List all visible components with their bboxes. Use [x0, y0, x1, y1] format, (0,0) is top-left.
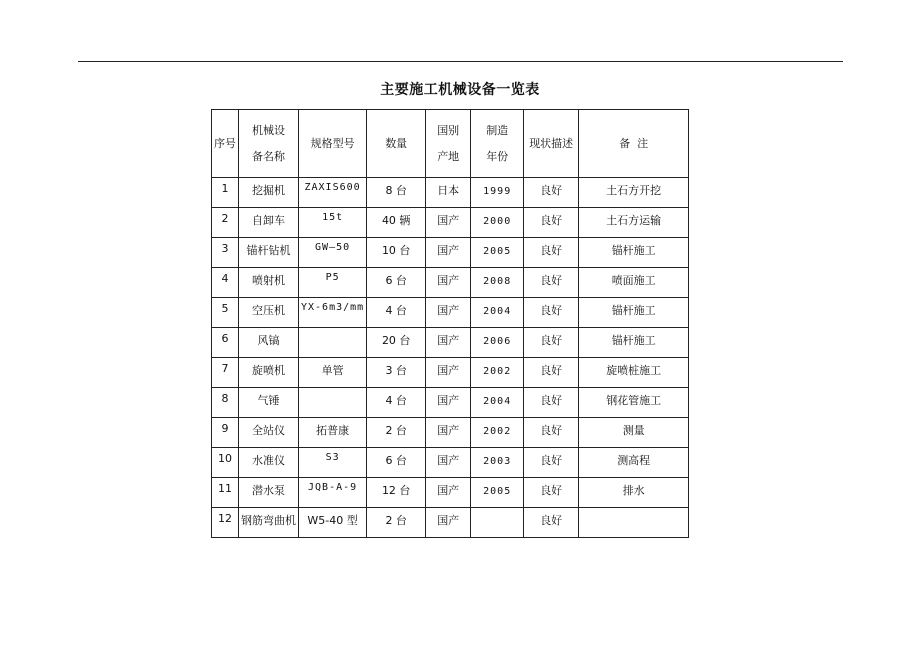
cell-spec: YX-6m3/mm [299, 298, 367, 328]
cell-spec: 15t [299, 208, 367, 238]
table-row [212, 358, 689, 388]
header-origin [426, 110, 471, 178]
cell-year: 2006 [471, 328, 524, 358]
cell-remark: 测量 [579, 418, 689, 448]
cell-year: 2003 [471, 448, 524, 478]
cell-year: 2002 [471, 358, 524, 388]
cell-qty: 8 台 [367, 178, 426, 208]
cell-spec [299, 328, 367, 358]
cell-status: 良好 [524, 238, 579, 268]
header-origin-line2: 产地 [437, 149, 460, 163]
cell-origin: 国产 [426, 418, 471, 448]
cell-name: 全站仪 [239, 418, 299, 448]
cell-year: 1999 [471, 178, 524, 208]
cell-origin: 国产 [426, 208, 471, 238]
cell-status: 良好 [524, 418, 579, 448]
cell-spec: ZAXIS600 [299, 178, 367, 208]
cell-remark: 土石方运输 [579, 208, 689, 238]
cell-year: 2004 [471, 388, 524, 418]
cell-year: 2002 [471, 418, 524, 448]
header-qty: 数量 [367, 110, 426, 178]
cell-name: 挖掘机 [239, 178, 299, 208]
cell-name: 自卸车 [239, 208, 299, 238]
table-body [212, 178, 689, 538]
cell-status: 良好 [524, 178, 579, 208]
table-row [212, 208, 689, 238]
cell-qty: 3 台 [367, 358, 426, 388]
cell-remark [579, 508, 689, 538]
document-title: 主要施工机械设备一览表 [380, 82, 540, 98]
cell-remark: 锚杆施工 [579, 328, 689, 358]
cell-qty: 2 台 [367, 418, 426, 448]
cell-index: 7 [212, 358, 239, 388]
cell-remark: 锚杆施工 [579, 298, 689, 328]
cell-qty: 10 台 [367, 238, 426, 268]
header-index: 序号 [212, 110, 239, 178]
cell-index: 4 [212, 268, 239, 298]
cell-spec [299, 388, 367, 418]
header-year [471, 110, 524, 178]
header-name-line1: 机械设 [252, 123, 285, 137]
header-name [239, 110, 299, 178]
cell-index: 5 [212, 298, 239, 328]
header-year-line2: 年份 [486, 149, 509, 163]
cell-year: 2005 [471, 238, 524, 268]
cell-name: 风镐 [239, 328, 299, 358]
cell-status: 良好 [524, 478, 579, 508]
cell-name: 旋喷机 [239, 358, 299, 388]
cell-status: 良好 [524, 358, 579, 388]
table-header-row [212, 110, 689, 178]
cell-qty: 6 台 [367, 448, 426, 478]
cell-remark: 旋喷桩施工 [579, 358, 689, 388]
cell-origin: 国产 [426, 298, 471, 328]
table-row [212, 268, 689, 298]
table-row [212, 238, 689, 268]
cell-index: 2 [212, 208, 239, 238]
cell-year: 2000 [471, 208, 524, 238]
cell-remark: 锚杆施工 [579, 238, 689, 268]
cell-status: 良好 [524, 508, 579, 538]
cell-index: 8 [212, 388, 239, 418]
cell-qty: 6 台 [367, 268, 426, 298]
cell-status: 良好 [524, 448, 579, 478]
cell-qty: 12 台 [367, 478, 426, 508]
cell-origin: 国产 [426, 478, 471, 508]
table-row [212, 178, 689, 208]
top-rule [78, 61, 843, 62]
cell-name: 喷射机 [239, 268, 299, 298]
cell-year: 2008 [471, 268, 524, 298]
header-name-line2: 备名称 [252, 149, 285, 163]
header-status: 现状描述 [524, 110, 579, 178]
table-row [212, 388, 689, 418]
cell-name: 潜水泵 [239, 478, 299, 508]
cell-name: 水准仪 [239, 448, 299, 478]
cell-status: 良好 [524, 268, 579, 298]
cell-origin: 国产 [426, 238, 471, 268]
cell-status: 良好 [524, 388, 579, 418]
cell-spec: P5 [299, 268, 367, 298]
cell-spec: S3 [299, 448, 367, 478]
header-year-line1: 制造 [486, 123, 509, 137]
cell-spec: GW—50 [299, 238, 367, 268]
cell-status: 良好 [524, 298, 579, 328]
table-row [212, 328, 689, 358]
cell-spec: W5-40 型 [299, 508, 367, 538]
cell-origin: 国产 [426, 358, 471, 388]
cell-origin: 日本 [426, 178, 471, 208]
cell-year [471, 508, 524, 538]
table-row [212, 448, 689, 478]
header-remark: 备 注 [579, 110, 689, 178]
equipment-table [211, 109, 689, 538]
cell-remark: 喷面施工 [579, 268, 689, 298]
cell-index: 11 [212, 478, 239, 508]
header-origin-line1: 国别 [437, 123, 460, 137]
cell-origin: 国产 [426, 268, 471, 298]
cell-spec: 单管 [299, 358, 367, 388]
table-row [212, 418, 689, 448]
table-row [212, 478, 689, 508]
cell-qty: 4 台 [367, 388, 426, 418]
cell-remark: 测高程 [579, 448, 689, 478]
cell-remark: 钢花管施工 [579, 388, 689, 418]
cell-spec: 拓普康 [299, 418, 367, 448]
cell-index: 9 [212, 418, 239, 448]
cell-origin: 国产 [426, 328, 471, 358]
cell-qty: 20 台 [367, 328, 426, 358]
cell-status: 良好 [524, 328, 579, 358]
cell-qty: 4 台 [367, 298, 426, 328]
cell-name: 空压机 [239, 298, 299, 328]
cell-index: 10 [212, 448, 239, 478]
cell-year: 2004 [471, 298, 524, 328]
cell-origin: 国产 [426, 388, 471, 418]
cell-status: 良好 [524, 208, 579, 238]
cell-index: 3 [212, 238, 239, 268]
cell-index: 1 [212, 178, 239, 208]
cell-name: 气锤 [239, 388, 299, 418]
cell-remark: 土石方开挖 [579, 178, 689, 208]
cell-qty: 2 台 [367, 508, 426, 538]
cell-spec: JQB-A-9 [299, 478, 367, 508]
header-spec: 规格型号 [299, 110, 367, 178]
cell-origin: 国产 [426, 448, 471, 478]
cell-name: 钢筋弯曲机 [239, 508, 299, 538]
cell-origin: 国产 [426, 508, 471, 538]
table-row [212, 508, 689, 538]
cell-name: 锚杆钻机 [239, 238, 299, 268]
cell-qty: 40 辆 [367, 208, 426, 238]
cell-remark: 排水 [579, 478, 689, 508]
cell-index: 12 [212, 508, 239, 538]
table-row [212, 298, 689, 328]
cell-index: 6 [212, 328, 239, 358]
cell-year: 2005 [471, 478, 524, 508]
